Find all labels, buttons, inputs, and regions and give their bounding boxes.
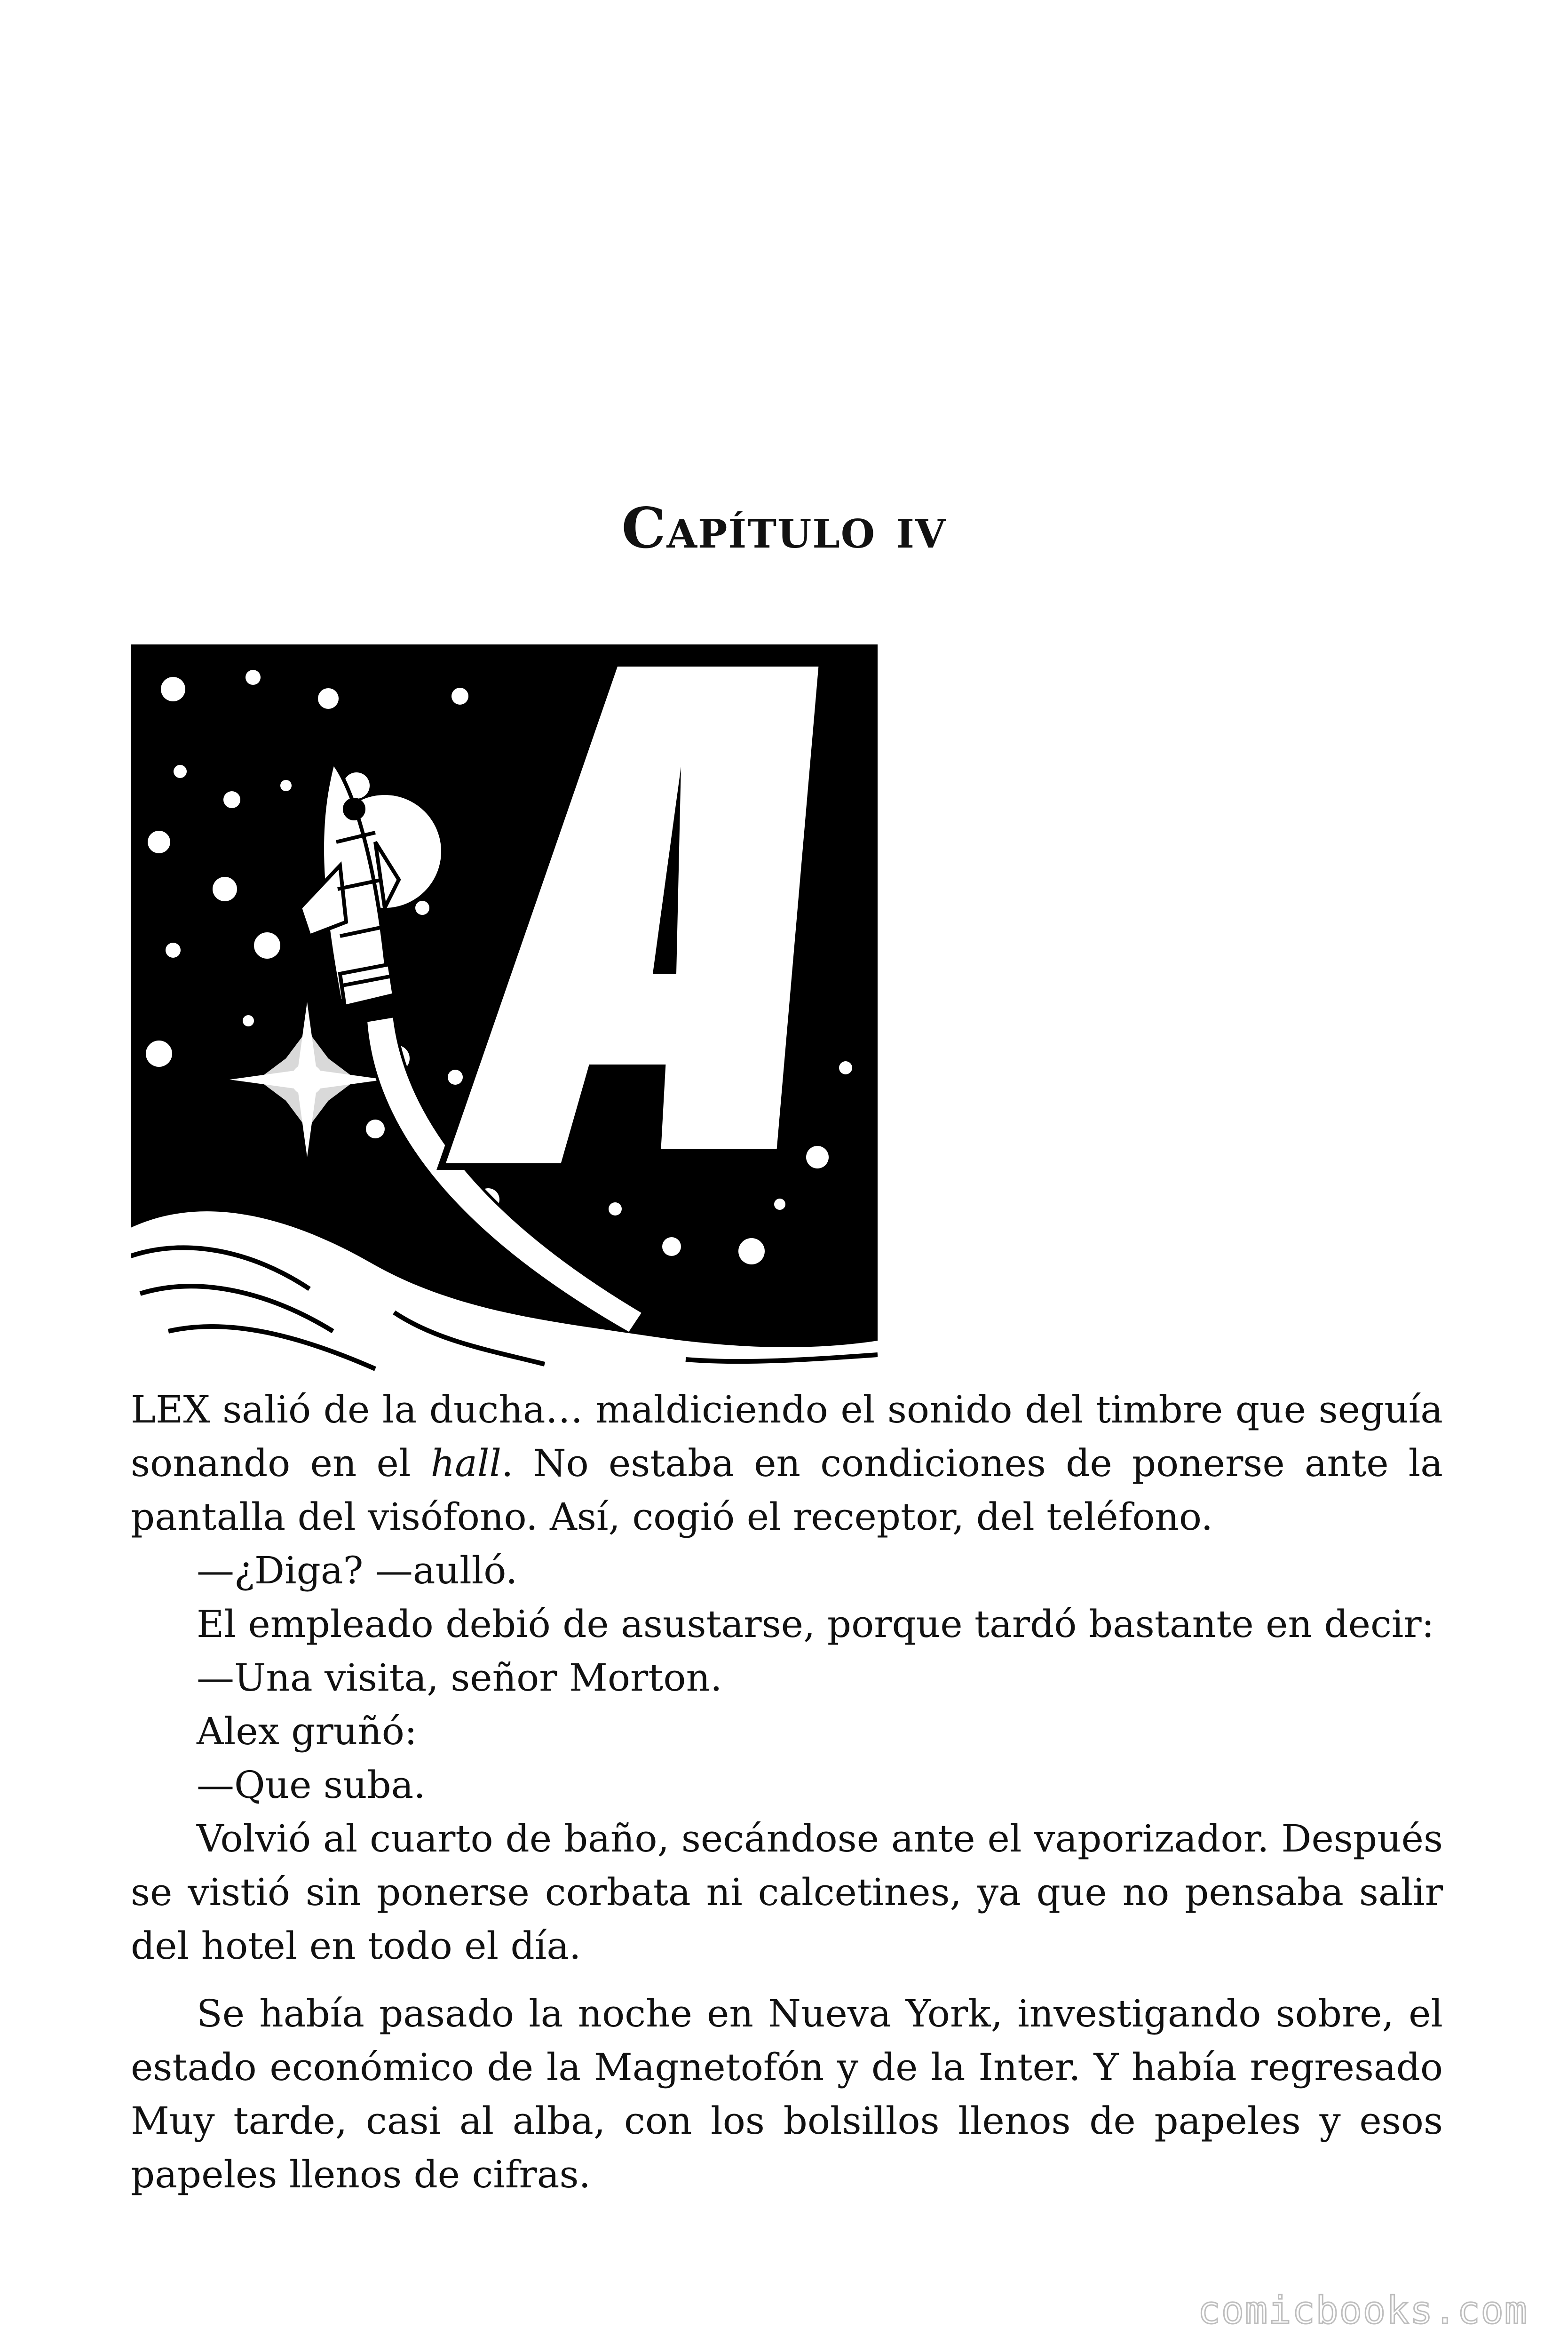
paragraph: —Que suba. (197, 1763, 426, 1807)
paragraph: Alex gruñó: (197, 1709, 417, 1753)
watermark: comicbooks.com (1197, 2288, 1528, 2332)
paragraph-text: LEX salió de la ducha… maldiciendo el sonido del timbre que seguía sonando en el (131, 1388, 1443, 1485)
paragraph: El empleado debió de asustarse, porque tardó bastante en decir: (197, 1602, 1434, 1646)
paragraph: —Una visita, señor Morton. (197, 1656, 722, 1700)
paragraph: Se había pasado la noche en Nueva York, investigando sobre, el estado económico de la Magnetofón y de la Inter. Y había regresado Muy tarde, casi al alba, con los bolsillos llenos de papeles y esos papeles llenos de cifras. (131, 1992, 1443, 2196)
paragraph (131, 1383, 1443, 1544)
chapter-title: Capítulo iv (621, 495, 947, 561)
paragraph: —¿Diga? —aulló. (197, 1549, 518, 1592)
paragraph-text: . No estaba en condiciones de ponerse ante la pantalla del visófono. Así, cogió el receptor, del teléfono. (131, 1441, 1443, 1539)
drop-cap-illustration (131, 644, 878, 1383)
italic-word: hall (430, 1441, 501, 1485)
paragraph: Volvió al cuarto de baño, secándose ante el vaporizador. Después se vistió sin ponerse corbata ni calcetines, ya que no pensaba salir del hotel en todo el día. (131, 1817, 1443, 1968)
chapter-body-text (131, 1383, 1443, 2201)
